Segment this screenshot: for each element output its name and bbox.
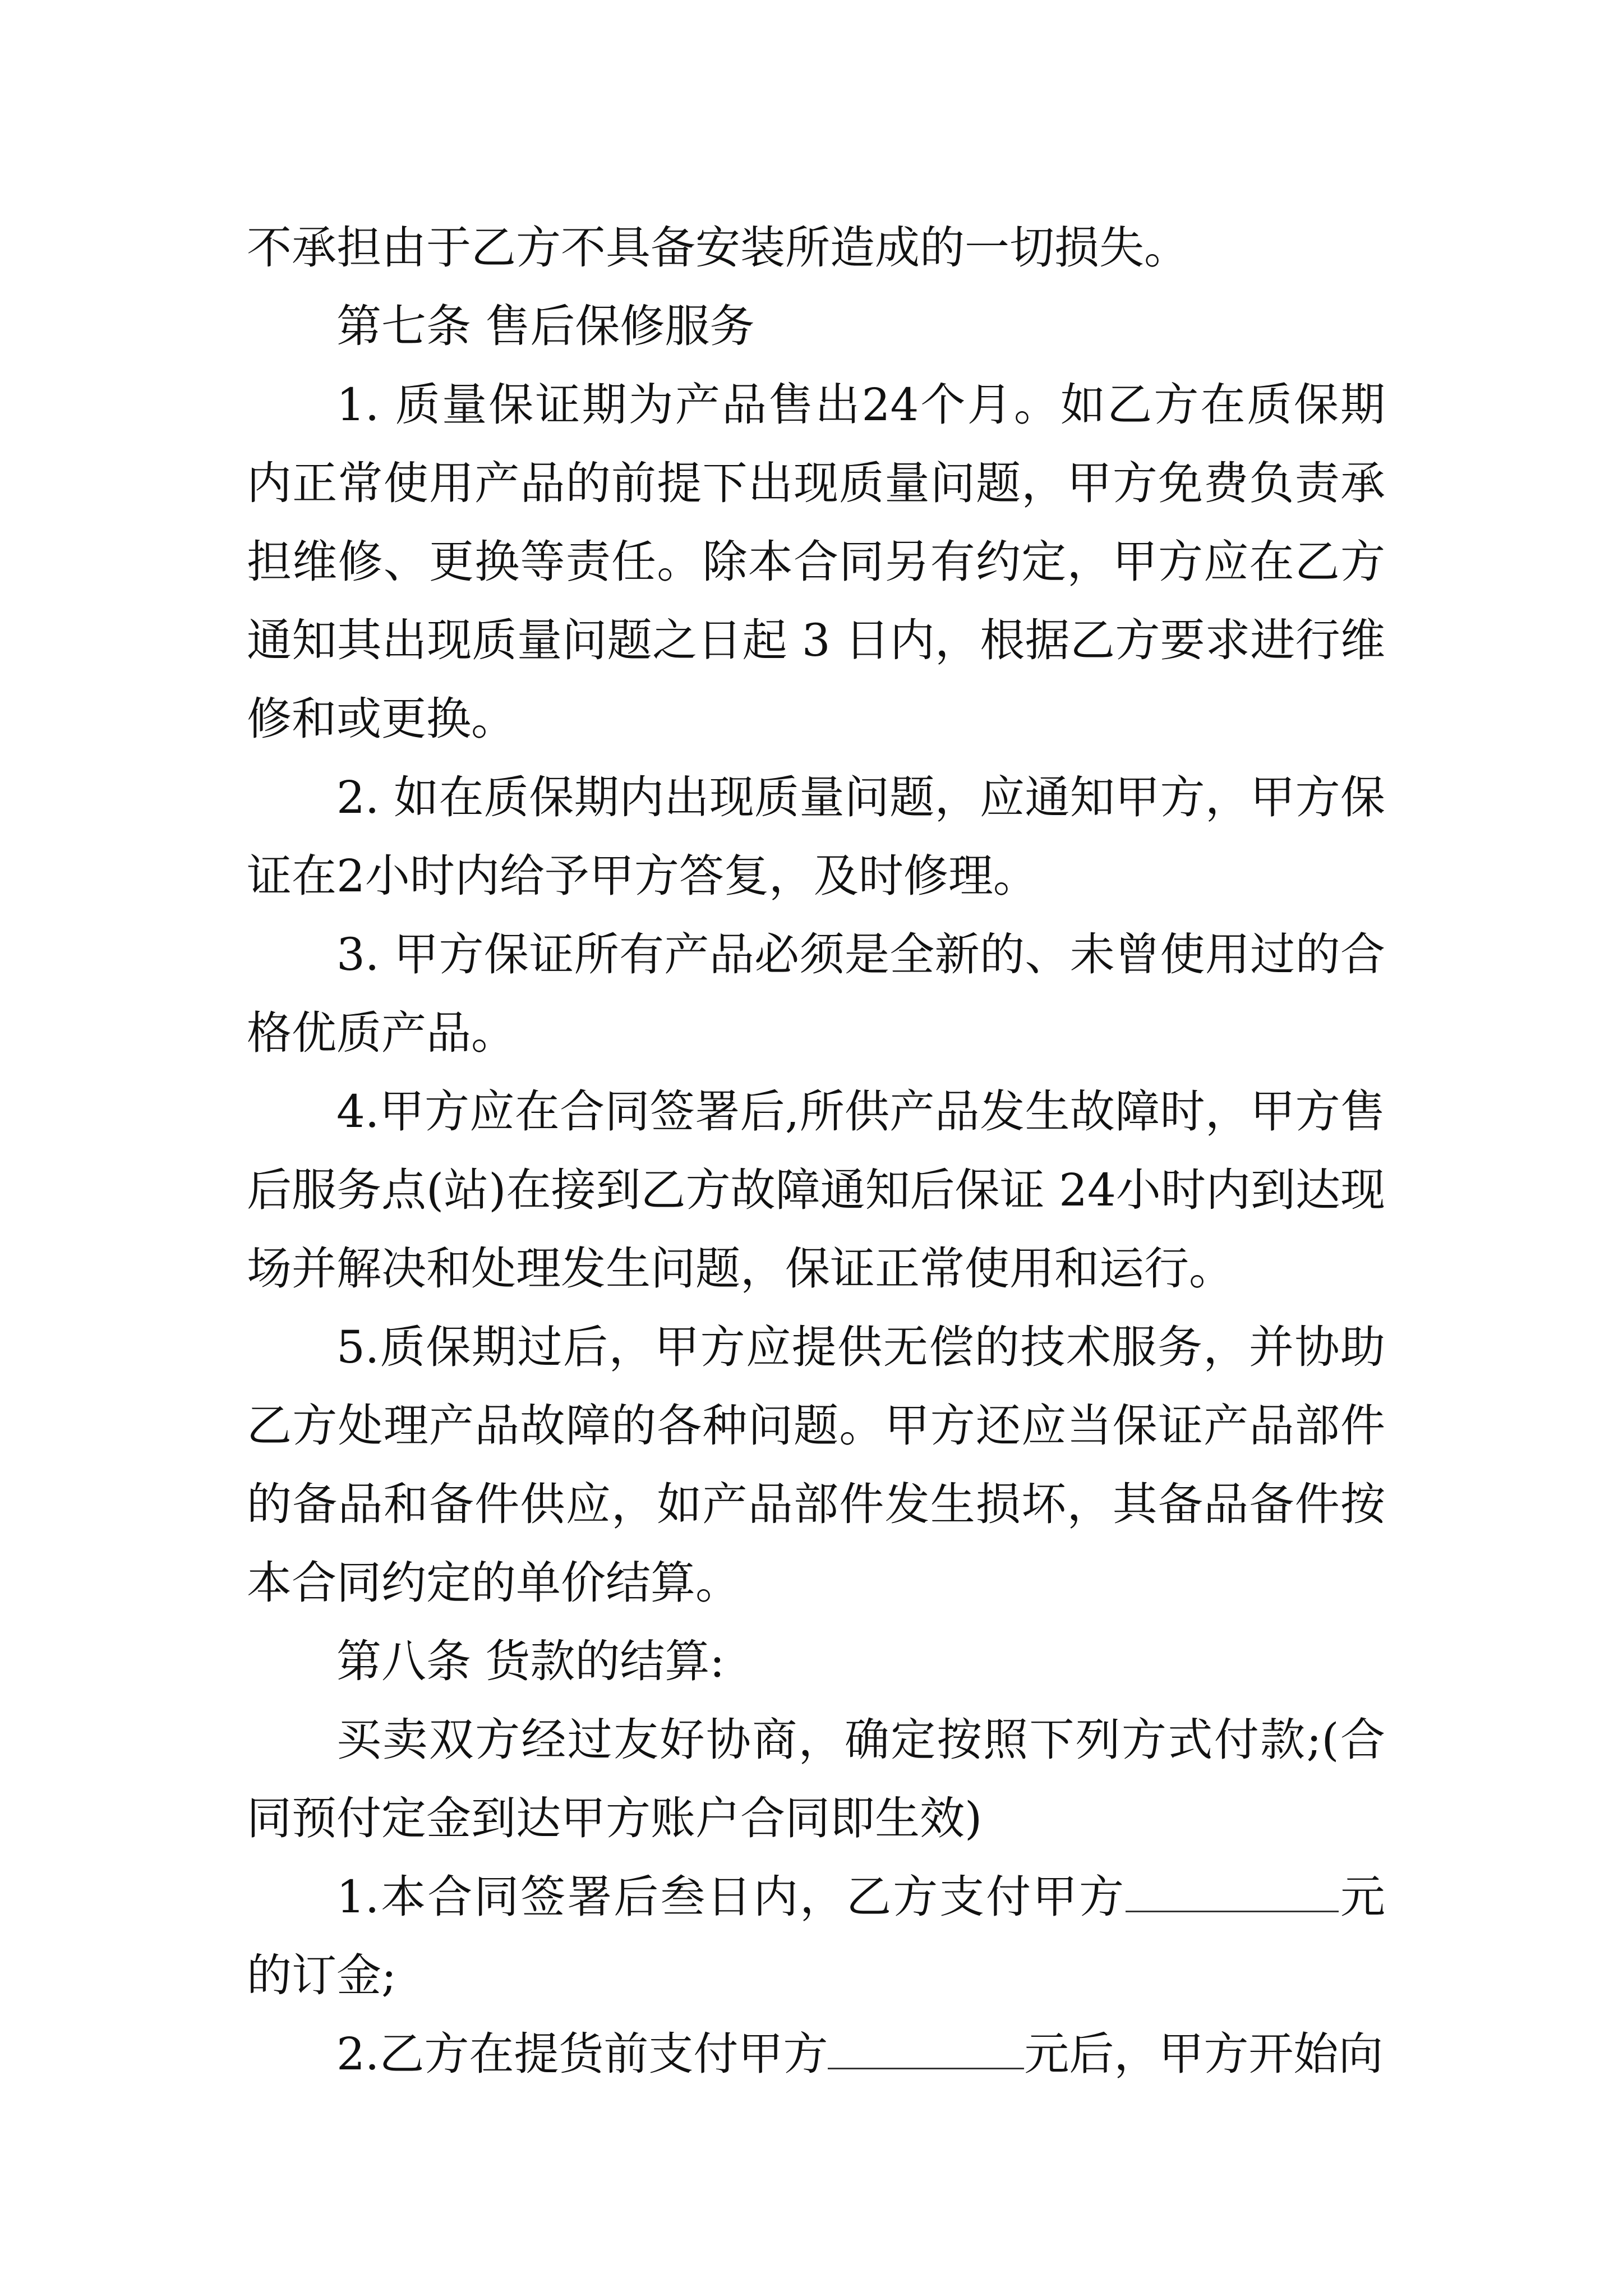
document-page xyxy=(247,209,1385,2093)
clause-7-1: 1. 质量保证期为产品售出24个月。如乙方在质保期内正常使用产品的前提下出现质量问题，甲方免费负责承担维修、更换等责任。除本合同另有约定，甲方应在乙方通知其出现质量问题之日起 3 日内，根据乙方要求进行维修和或更换。 xyxy=(247,379,1385,745)
payment-intro: 买卖双方经过友好协商，确定按照下列方式付款;(合同预付定金到达甲方账户合同即生效) xyxy=(247,1714,1385,1844)
clause-8-1-text-before: 1.本合同签署后叁日内，乙方支付甲方 xyxy=(336,1871,1126,1923)
article-8-heading: 第八条 货款的结算: xyxy=(336,1635,725,1687)
prepayment-amount-blank xyxy=(828,2023,1024,2069)
clause-8-1 xyxy=(247,1858,1385,2015)
deposit-amount-blank xyxy=(1126,1866,1339,1912)
clause-8-1-text-after: 元的订金; xyxy=(247,1871,1386,2001)
clause-8-2-text-before: 2.乙方在提货前支付甲方 xyxy=(336,2028,828,2080)
clause-7-5: 5.质保期过后，甲方应提供无偿的技术服务，并协助乙方处理产品故障的各种问题。甲方还应当保证产品部件的备品和备件供应，如产品部件发生损坏，其备品备件按本合同约定的单价结算。 xyxy=(247,1321,1385,1609)
clause-8-2-text-after: 元后，甲方开始向 xyxy=(1024,2028,1384,2080)
clause-8-2 xyxy=(247,2015,1385,2093)
clause-7-4: 4.甲方应在合同签署后,所供产品发生故障时，甲方售后服务点(站)在接到乙方故障通知后保证 24小时内到达现场并解决和处理发生问题，保证正常使用和运行。 xyxy=(247,1085,1385,1295)
clause-7-2: 2. 如在质保期内出现质量问题，应通知甲方，甲方保证在2小时内给予甲方答复，及时修理。 xyxy=(247,771,1385,902)
article-7-heading: 第七条 售后保修服务 xyxy=(336,300,755,352)
clause-7-3: 3. 甲方保证所有产品必须是全新的、未曾使用过的合格优质产品。 xyxy=(247,928,1385,1059)
paragraph-continuation: 不承担由于乙方不具备安装所造成的一切损失。 xyxy=(247,222,1189,274)
